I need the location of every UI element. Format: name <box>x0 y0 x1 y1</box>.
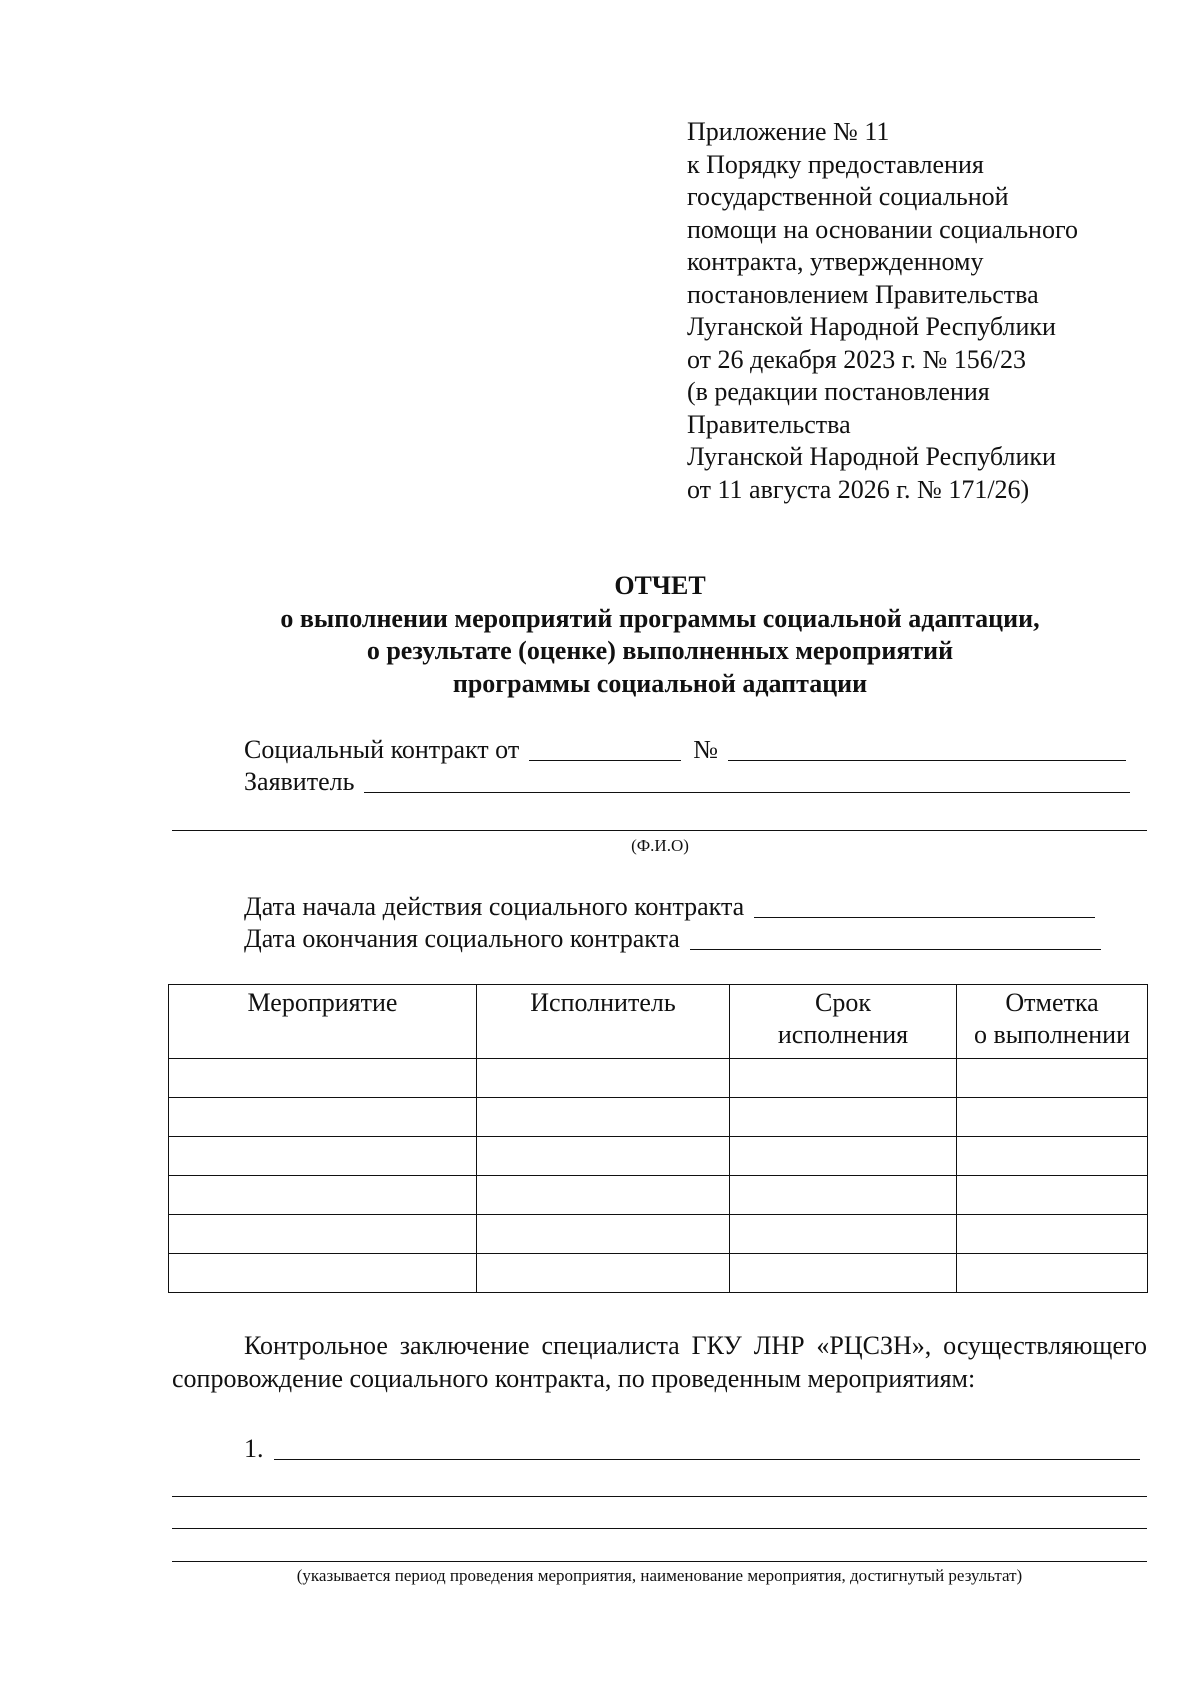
table-row <box>169 1215 1148 1254</box>
table-cell[interactable] <box>730 1098 957 1137</box>
report-subtitle-line: программы социальной адаптации <box>452 668 868 698</box>
annex-line: (в редакции постановления <box>687 377 990 406</box>
table-row <box>169 1059 1148 1098</box>
table-row <box>169 1254 1148 1293</box>
table-row <box>169 1137 1148 1176</box>
start-date-label: Дата начала действия социального контракта <box>244 892 745 921</box>
applicant-row <box>244 766 1130 798</box>
conclusion-line[interactable] <box>172 1561 1147 1562</box>
table-cell[interactable] <box>957 1059 1148 1098</box>
conclusion-paragraph <box>172 1330 1147 1395</box>
table-cell[interactable] <box>169 1059 477 1098</box>
conclusion-caption: (указывается период проведения мероприятия, наименование мероприятия, достигнутый результат) <box>296 1566 1023 1585</box>
report-title <box>0 570 1200 700</box>
table-cell[interactable] <box>730 1176 957 1215</box>
annex-line: постановлением Правительства <box>687 279 1039 309</box>
table-cell[interactable] <box>169 1176 477 1215</box>
applicant-name-line[interactable] <box>172 830 1147 831</box>
applicant-caption: (Ф.И.О) <box>631 836 689 855</box>
conclusion-item-row <box>244 1433 1140 1465</box>
annex-line: от 26 декабря 2023 г. № 156/23 <box>687 344 1027 374</box>
annex-line: от 11 августа 2026 г. № 171/26) <box>687 474 1030 504</box>
table-row <box>169 1098 1148 1137</box>
annex-line: Луганской Народной Республики <box>687 442 1056 471</box>
table-cell[interactable] <box>477 1098 730 1137</box>
table-cell[interactable] <box>169 1215 477 1254</box>
column-header-event: Мероприятие <box>169 985 477 1059</box>
applicant-label: Заявитель <box>244 767 355 796</box>
annex-line: контракта, утвержденному <box>687 247 984 276</box>
contract-date-field[interactable] <box>529 734 681 761</box>
contract-number-field[interactable] <box>728 734 1126 761</box>
end-date-row <box>244 923 1101 955</box>
report-heading: ОТЧЕТ <box>614 571 706 600</box>
end-date-field[interactable] <box>690 923 1101 950</box>
annex-line: Правительства <box>687 409 851 439</box>
table-cell[interactable] <box>169 1137 477 1176</box>
table-cell[interactable] <box>169 1098 477 1137</box>
table-cell[interactable] <box>957 1254 1148 1293</box>
table-cell[interactable] <box>957 1215 1148 1254</box>
contract-label: Социальный контракт от <box>244 735 520 764</box>
end-date-label: Дата окончания социального контракта <box>244 924 680 953</box>
column-header-deadline: Срок исполнения <box>730 985 957 1059</box>
start-date-row <box>244 891 1095 923</box>
table-cell[interactable] <box>477 1059 730 1098</box>
conclusion-line[interactable] <box>172 1528 1147 1529</box>
table-cell[interactable] <box>169 1254 477 1293</box>
events-table <box>168 984 1148 1293</box>
annex-line: государственной социальной <box>687 182 1009 211</box>
table-cell[interactable] <box>477 1176 730 1215</box>
table-cell[interactable] <box>477 1254 730 1293</box>
conclusion-item-number: 1. <box>244 1434 264 1463</box>
table-cell[interactable] <box>957 1137 1148 1176</box>
annex-block <box>687 116 1167 506</box>
conclusion-text: Контрольное заключение специалиста ГКУ ЛНР «РЦСЗН», осуществляющего сопровождение социального контракта, по проведенным мероприятиям: <box>172 1331 1147 1393</box>
table-cell[interactable] <box>730 1137 957 1176</box>
start-date-field[interactable] <box>754 891 1095 918</box>
annex-line: Луганской Народной Республики <box>687 312 1056 341</box>
column-header-completion-mark: Отметка о выполнении <box>957 985 1148 1059</box>
conclusion-line[interactable] <box>172 1496 1147 1497</box>
table-cell[interactable] <box>730 1254 957 1293</box>
table-row <box>169 1176 1148 1215</box>
report-subtitle-line: о результате (оценке) выполненных мероприятий <box>366 636 954 665</box>
table-cell[interactable] <box>477 1137 730 1176</box>
column-header-executor: Исполнитель <box>477 985 730 1059</box>
contract-number-label: № <box>693 735 718 764</box>
report-subtitle-line: о выполнении мероприятий программы социальной адаптации, <box>280 603 1040 633</box>
annex-line: Приложение № 11 <box>687 117 890 146</box>
table-cell[interactable] <box>730 1059 957 1098</box>
table-cell[interactable] <box>957 1176 1148 1215</box>
annex-line: к Порядку предоставления <box>687 149 984 179</box>
table-cell[interactable] <box>730 1215 957 1254</box>
annex-line: помощи на основании социального <box>687 214 1078 244</box>
applicant-field[interactable] <box>364 766 1130 793</box>
table-header-row <box>169 985 1148 1059</box>
table-cell[interactable] <box>957 1098 1148 1137</box>
table-cell[interactable] <box>477 1215 730 1254</box>
conclusion-item-field[interactable] <box>274 1433 1140 1460</box>
contract-row <box>244 734 1126 766</box>
